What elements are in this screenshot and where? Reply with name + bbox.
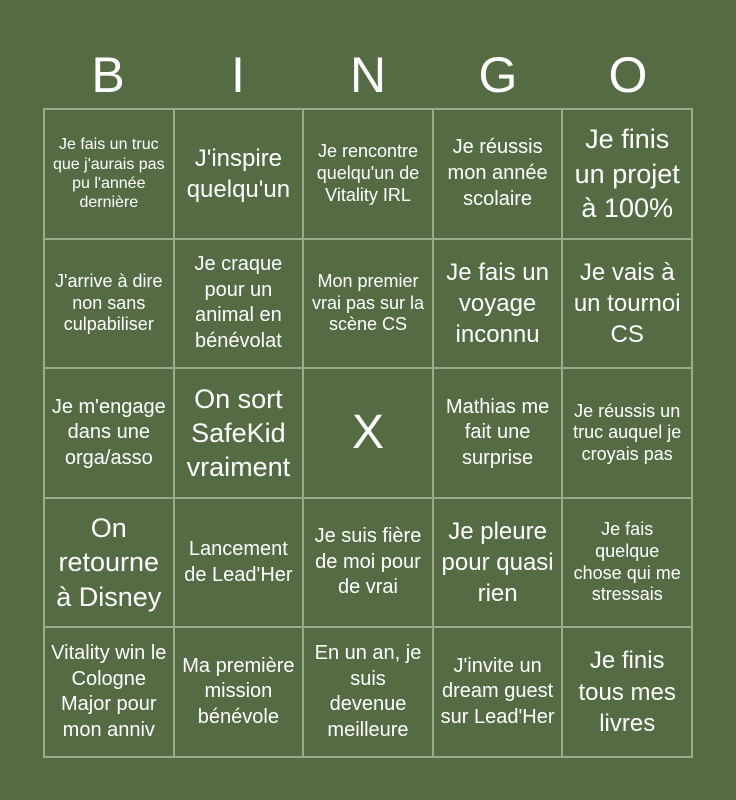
bingo-cell-free[interactable]: X	[303, 368, 433, 498]
header-letter-i: I	[231, 47, 245, 103]
bingo-cell-b3[interactable]: Je m'engage dans une orga/asso	[44, 368, 174, 498]
bingo-cell-i4[interactable]: Lancement de Lead'Her	[174, 498, 304, 628]
header-letter-b: B	[91, 47, 125, 103]
bingo-cell-g2[interactable]: Je fais un voyage inconnu	[433, 239, 563, 369]
bingo-cell-o4[interactable]: Je fais quelque chose qui me stressais	[562, 498, 692, 628]
bingo-cell-i5[interactable]: Ma première mission bénévole	[174, 627, 304, 757]
header-letter-o: O	[608, 47, 648, 103]
bingo-cell-i3[interactable]: On sort SafeKid vraiment	[174, 368, 304, 498]
bingo-board	[43, 108, 693, 758]
bingo-cell-i2[interactable]: Je craque pour un animal en bénévolat	[174, 239, 304, 369]
bingo-cell-n4[interactable]: Je suis fière de moi pour de vrai	[303, 498, 433, 628]
bingo-cell-n5[interactable]: En un an, je suis devenue meilleure	[303, 627, 433, 757]
bingo-cell-g4[interactable]: Je pleure pour quasi rien	[433, 498, 563, 628]
bingo-cell-o5[interactable]: Je finis tous mes livres	[562, 627, 692, 757]
bingo-header	[43, 44, 693, 106]
bingo-cell-b1[interactable]: Je fais un truc que j'aurais pas pu l'année dernière	[44, 109, 174, 239]
bingo-cell-i1[interactable]: J'inspire quelqu'un	[174, 109, 304, 239]
bingo-cell-n1[interactable]: Je rencontre quelqu'un de Vitality IRL	[303, 109, 433, 239]
bingo-cell-o1[interactable]: Je finis un projet à 100%	[562, 109, 692, 239]
bingo-cell-b5[interactable]: Vitality win le Cologne Major pour mon anniv	[44, 627, 174, 757]
bingo-cell-g5[interactable]: J'invite un dream guest sur Lead'Her	[433, 627, 563, 757]
bingo-cell-g1[interactable]: Je réussis mon année scolaire	[433, 109, 563, 239]
bingo-cell-b4[interactable]: On retourne à Disney	[44, 498, 174, 628]
header-letter-g: G	[478, 47, 518, 103]
header-letter-n: N	[349, 47, 387, 103]
bingo-cell-o3[interactable]: Je réussis un truc auquel je croyais pas	[562, 368, 692, 498]
bingo-cell-g3[interactable]: Mathias me fait une surprise	[433, 368, 563, 498]
bingo-cell-o2[interactable]: Je vais à un tournoi CS	[562, 239, 692, 369]
bingo-cell-n2[interactable]: Mon premier vrai pas sur la scène CS	[303, 239, 433, 369]
bingo-cell-b2[interactable]: J'arrive à dire non sans culpabiliser	[44, 239, 174, 369]
